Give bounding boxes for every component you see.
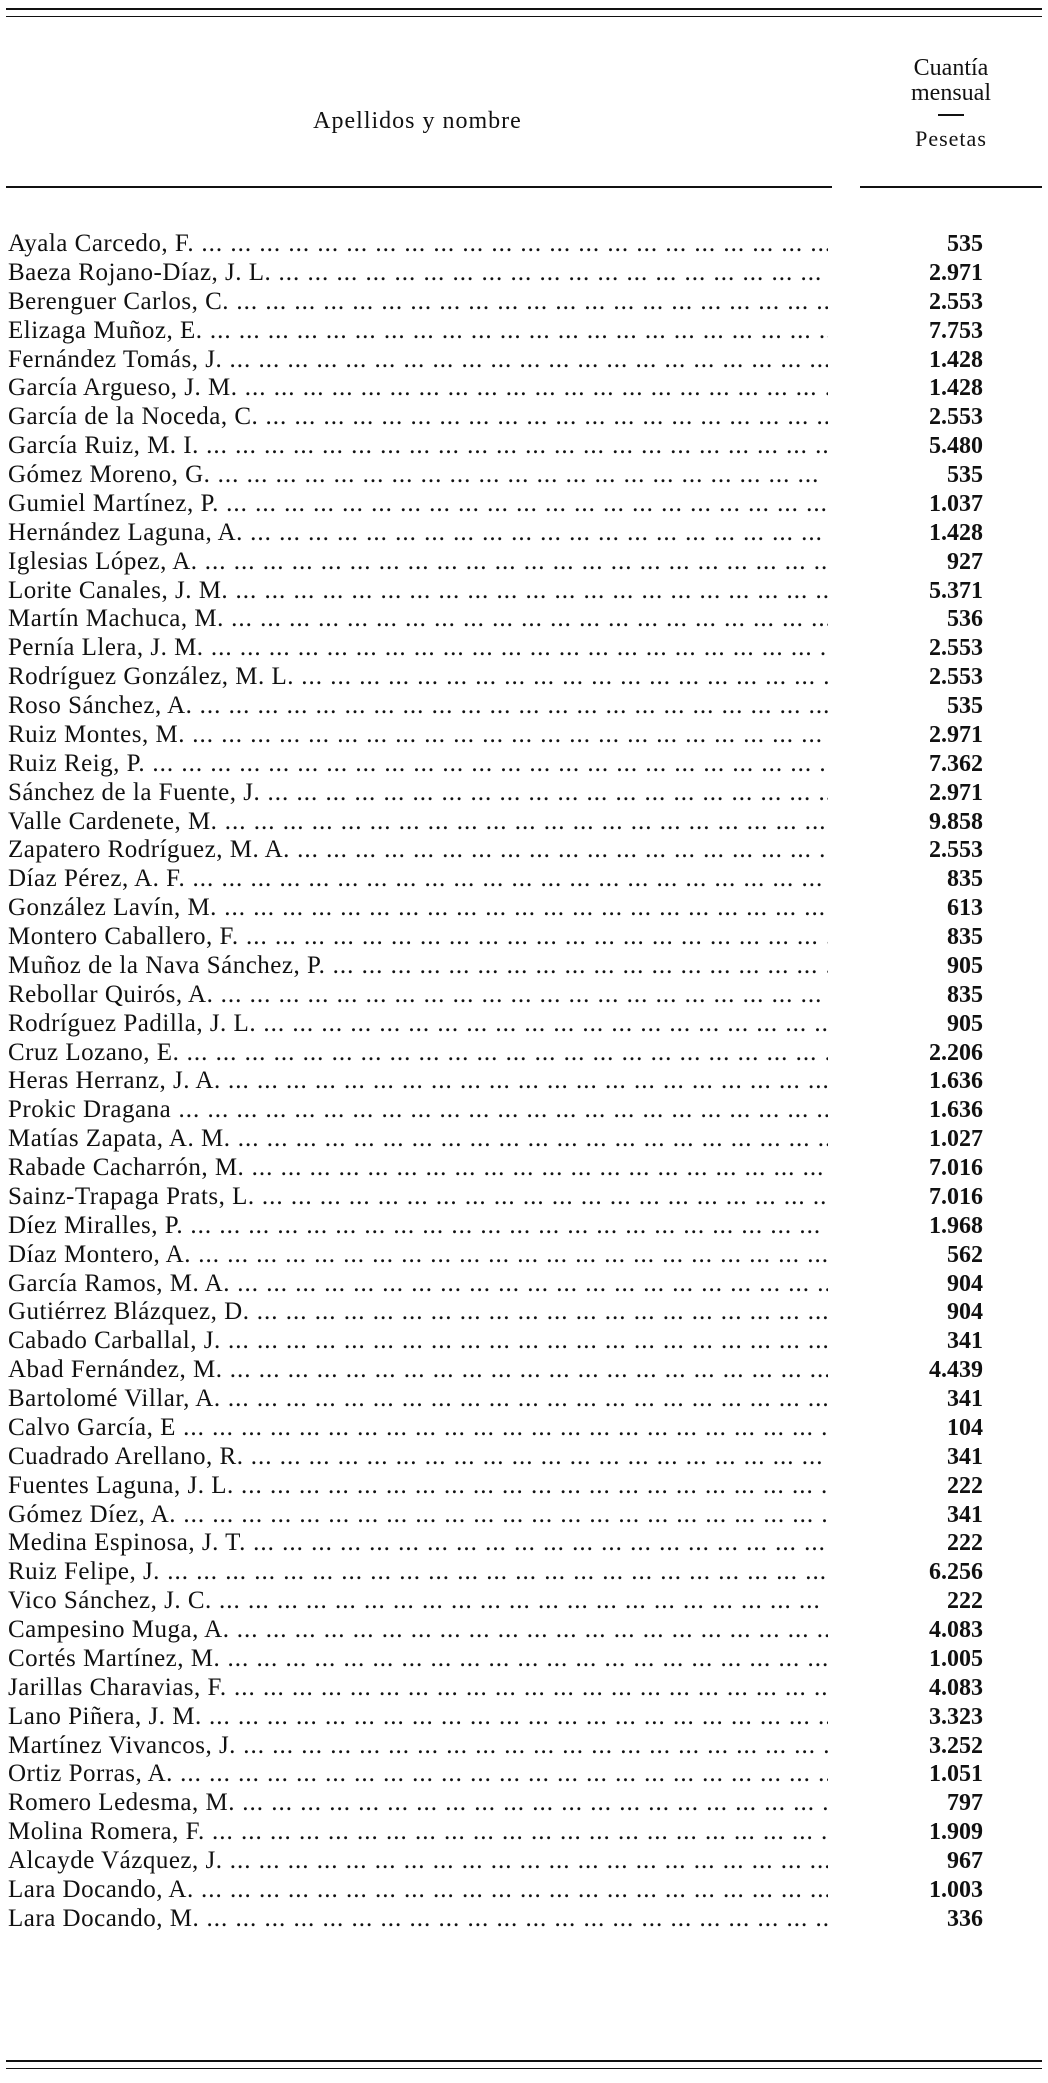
row-name: Hernández Laguna, A. ... .	[8, 519, 828, 548]
row-name: Campesino Muga, A. ... .	[8, 1616, 828, 1645]
row-name: Matías Zapata, A. M. ... .	[8, 1125, 828, 1154]
table-row	[8, 952, 1008, 981]
row-amount: 2.971	[929, 721, 983, 748]
table-row	[8, 1385, 1008, 1414]
row-name: Jarillas Charavias, F. ... .	[8, 1674, 828, 1703]
row-amount: 104	[947, 1414, 983, 1441]
table-row	[8, 1298, 1008, 1327]
table-row	[8, 288, 1008, 317]
row-name: Alcayde Vázquez, J. ... .	[8, 1847, 828, 1876]
bottom-rule-inner	[6, 2068, 1042, 2069]
row-amount: 7.016	[929, 1183, 983, 1210]
table-row	[8, 779, 1008, 808]
row-amount: 7.362	[929, 750, 983, 777]
row-name: Roso Sánchez, A. ... .	[8, 692, 828, 721]
table-row	[8, 1327, 1008, 1356]
table-row	[8, 403, 1008, 432]
row-amount: 1.909	[929, 1819, 983, 1846]
row-name: Iglesias López, A. ... .	[8, 548, 828, 577]
row-name: García de la Noceda, C. ... .	[8, 403, 828, 432]
table-row	[8, 317, 1008, 346]
table-row	[8, 721, 1008, 750]
table-row	[8, 1876, 1008, 1905]
row-amount: 1.003	[929, 1876, 983, 1903]
table-row	[8, 1356, 1008, 1385]
header-dash	[938, 114, 964, 116]
row-amount: 3.252	[929, 1732, 983, 1759]
amount-header-line1: Cuantía	[913, 55, 989, 81]
row-name: Lano Piñera, J. M. ... .	[8, 1703, 828, 1732]
row-name: Díaz Pérez, A. F. ... .	[8, 865, 828, 894]
column-header-amount	[860, 56, 1042, 151]
table-row	[8, 865, 1008, 894]
row-name: Abad Fernández, M. ... .	[8, 1356, 828, 1385]
row-name: Rebollar Quirós, A. ... .	[8, 981, 828, 1010]
table-body	[8, 230, 1008, 1934]
table-row	[8, 230, 1008, 259]
row-name: González Lavín, M. ... .	[8, 894, 828, 923]
table-row	[8, 1067, 1008, 1096]
row-name: Heras Herranz, J. A. ... .	[8, 1067, 828, 1096]
row-name: Sainz-Trapaga Prats, L. ... .	[8, 1183, 828, 1212]
row-amount: 535	[947, 231, 983, 257]
table-row	[8, 461, 1008, 490]
row-amount: 2.206	[929, 1039, 983, 1066]
table-row	[8, 1096, 1008, 1125]
row-name: Lara Docando, A. ... .	[8, 1876, 828, 1905]
table-row	[8, 1732, 1008, 1761]
row-amount: 835	[947, 866, 983, 893]
row-name: Díaz Montero, A. ... .	[8, 1241, 828, 1270]
row-amount: 1.051	[929, 1761, 983, 1788]
row-name: Martínez Vivancos, J. ... .	[8, 1732, 828, 1761]
row-amount: 4.083	[929, 1674, 983, 1701]
table-row	[8, 634, 1008, 663]
row-amount: 341	[947, 1328, 983, 1355]
table-row	[8, 259, 1008, 288]
row-name: García Ramos, M. A. ... .	[8, 1270, 828, 1299]
row-name: Ruiz Reig, P. ... .	[8, 750, 828, 779]
row-amount: 535	[947, 462, 983, 488]
row-amount: 2.553	[929, 664, 983, 691]
row-name: Cabado Carballal, J. ... .	[8, 1327, 828, 1356]
row-amount: 1.636	[929, 1097, 983, 1124]
table-row	[8, 1529, 1008, 1558]
row-name: Vico Sánchez, J. C. ... .	[8, 1587, 828, 1616]
row-amount: 1.005	[929, 1645, 983, 1672]
row-name: Molina Romera, F. ... .	[8, 1818, 828, 1847]
top-rule	[6, 8, 1042, 10]
row-amount: 1.968	[929, 1212, 983, 1239]
row-name: Muñoz de la Nava Sánchez, P. ... .	[8, 952, 828, 981]
table-row	[8, 519, 1008, 548]
table-row	[8, 1414, 1008, 1443]
row-name: Zapatero Rodríguez, M. A. ... .	[8, 836, 828, 865]
row-amount: 222	[947, 1588, 983, 1615]
table-row	[8, 663, 1008, 692]
table-row	[8, 1125, 1008, 1154]
table-row	[8, 1789, 1008, 1818]
table-row	[8, 1472, 1008, 1501]
table-row	[8, 923, 1008, 952]
row-name: Gómez Díez, A. ... .	[8, 1501, 828, 1530]
row-name: Montero Caballero, F. ... .	[8, 923, 828, 952]
row-amount: 835	[947, 981, 983, 1008]
row-amount: 904	[947, 1270, 983, 1297]
table-row	[8, 346, 1008, 375]
row-name: Martín Machuca, M. ... .	[8, 605, 828, 634]
table-row	[8, 894, 1008, 923]
row-amount: 5.480	[929, 433, 983, 460]
row-amount: 222	[947, 1530, 983, 1557]
bottom-rule	[6, 2060, 1042, 2062]
table-row	[8, 692, 1008, 721]
table-row	[8, 1039, 1008, 1068]
row-name: Baeza Rojano-Díaz, J. L. ... .	[8, 259, 828, 288]
row-name: Romero Ledesma, M. ... .	[8, 1789, 828, 1818]
row-amount: 7.016	[929, 1155, 983, 1181]
table-row	[8, 1558, 1008, 1587]
row-amount: 835	[947, 924, 983, 950]
amount-header-line2: mensual	[911, 80, 991, 106]
header-rule-amount	[860, 186, 1042, 188]
row-amount: 535	[947, 693, 983, 719]
table-row	[8, 1183, 1008, 1212]
row-amount: 797	[947, 1790, 983, 1817]
table-row	[8, 490, 1008, 519]
row-name: Rodríguez Padilla, J. L. ... .	[8, 1010, 828, 1039]
row-name: Díez Miralles, P. ... .	[8, 1212, 828, 1241]
row-amount: 1.027	[929, 1126, 983, 1153]
table-row	[8, 1587, 1008, 1616]
row-amount: 7.753	[929, 317, 983, 344]
row-name: Rabade Cacharrón, M. ... .	[8, 1154, 828, 1183]
table-row	[8, 836, 1008, 865]
table-row	[8, 1760, 1008, 1789]
row-amount: 613	[947, 895, 983, 922]
row-amount: 341	[947, 1501, 983, 1528]
row-amount: 1.636	[929, 1068, 983, 1095]
row-amount: 9.858	[929, 808, 983, 835]
row-amount: 904	[947, 1299, 983, 1326]
row-amount: 4.439	[929, 1357, 983, 1384]
top-rule-inner	[6, 16, 1042, 17]
row-amount: 2.553	[929, 404, 983, 431]
row-amount: 905	[947, 952, 983, 979]
row-name: Lorite Canales, J. M. ... .	[8, 577, 828, 606]
table-row	[8, 1241, 1008, 1270]
row-amount: 341	[947, 1386, 983, 1412]
table-row	[8, 1212, 1008, 1241]
row-name: Rodríguez González, M. L. ... .	[8, 663, 828, 692]
table-row	[8, 1270, 1008, 1299]
table-row	[8, 808, 1008, 837]
row-name: Gutiérrez Blázquez, D. ... .	[8, 1298, 828, 1327]
row-name: Sánchez de la Fuente, J. ... .	[8, 779, 828, 808]
row-name: García Ruiz, M. I. ... .	[8, 432, 828, 461]
row-name: Gumiel Martínez, P. ... .	[8, 490, 828, 519]
row-name: Medina Espinosa, J. T. ... .	[8, 1529, 828, 1558]
row-amount: 927	[947, 548, 983, 575]
row-name: Ruiz Felipe, J. ... .	[8, 1558, 828, 1587]
row-name: Cruz Lozano, E. ... .	[8, 1039, 828, 1068]
row-amount: 905	[947, 1010, 983, 1037]
row-amount: 2.553	[929, 837, 983, 864]
table-row	[8, 577, 1008, 606]
row-amount: 2.553	[929, 635, 983, 662]
table-row	[8, 1703, 1008, 1732]
row-name: Cuadrado Arellano, R. ... .	[8, 1443, 828, 1472]
table-row	[8, 981, 1008, 1010]
row-name: Elizaga Muñoz, E. ... .	[8, 317, 828, 346]
table-row	[8, 374, 1008, 403]
table-row	[8, 1616, 1008, 1645]
table-row	[8, 432, 1008, 461]
row-amount: 2.971	[929, 779, 983, 806]
row-amount: 3.323	[929, 1703, 983, 1730]
table-row	[8, 1645, 1008, 1674]
row-name: Pernía Llera, J. M. ... .	[8, 634, 828, 663]
row-name: Prokic Dragana ... .	[8, 1096, 828, 1125]
row-amount: 967	[947, 1848, 983, 1874]
row-name: Fuentes Laguna, J. L. ... .	[8, 1472, 828, 1501]
row-name: García Argueso, J. M. ... .	[8, 374, 828, 403]
table-row	[8, 548, 1008, 577]
row-amount: 1.428	[929, 519, 983, 546]
row-amount: 536	[947, 606, 983, 633]
row-amount: 562	[947, 1241, 983, 1268]
row-name: Lara Docando, M. ... .	[8, 1905, 828, 1934]
row-amount: 2.971	[929, 259, 983, 286]
table-row	[8, 1847, 1008, 1876]
table-row	[8, 1501, 1008, 1530]
row-amount: 341	[947, 1443, 983, 1470]
row-name: Berenguer Carlos, C. ... .	[8, 288, 828, 317]
row-name: Calvo García, E ... .	[8, 1414, 828, 1443]
table-row	[8, 1674, 1008, 1703]
row-amount: 4.083	[929, 1617, 983, 1643]
table-row	[8, 1154, 1008, 1183]
table-row	[8, 750, 1008, 779]
row-name: Ayala Carcedo, F. ... .	[8, 230, 828, 259]
table-row	[8, 605, 1008, 634]
row-amount: 336	[947, 1905, 983, 1932]
row-name: Gómez Moreno, G. ... .	[8, 461, 828, 490]
row-name: Ortiz Porras, A. ... .	[8, 1760, 828, 1789]
row-amount: 6.256	[929, 1559, 983, 1586]
header-rule-name	[6, 186, 832, 188]
row-amount: 222	[947, 1472, 983, 1499]
row-amount: 1.428	[929, 375, 983, 402]
table-row	[8, 1443, 1008, 1472]
row-amount: 1.428	[929, 346, 983, 373]
table-row	[8, 1818, 1008, 1847]
row-amount: 5.371	[929, 577, 983, 604]
row-name: Bartolomé Villar, A. ... .	[8, 1385, 828, 1414]
row-amount: 1.037	[929, 490, 983, 517]
row-name: Cortés Martínez, M. ... .	[8, 1645, 828, 1674]
table-row	[8, 1010, 1008, 1039]
column-header-name: Apellidos y nombre	[313, 108, 522, 134]
row-amount: 2.553	[929, 288, 983, 315]
row-name: Fernández Tomás, J. ... .	[8, 346, 828, 375]
table-row	[8, 1905, 1008, 1934]
row-name: Ruiz Montes, M. ... .	[8, 721, 828, 750]
row-name: Valle Cardenete, M. ... .	[8, 808, 828, 837]
amount-header-unit: Pesetas	[915, 126, 987, 151]
